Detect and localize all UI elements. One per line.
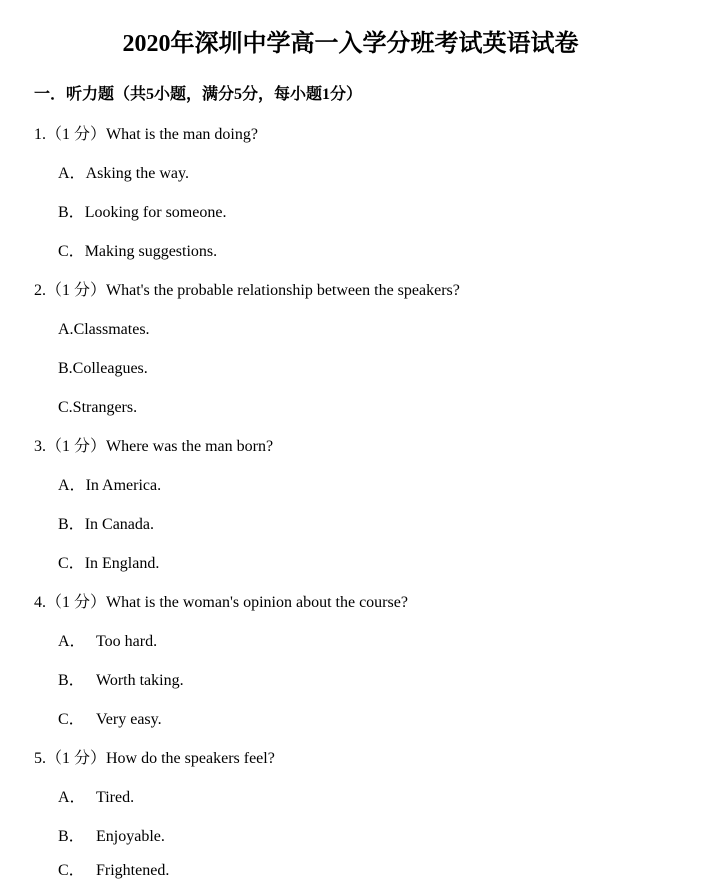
- question-5-option-b: [58, 826, 165, 848]
- option-letter: B．: [58, 204, 85, 221]
- option-letter: C．: [58, 555, 85, 572]
- option-letter: A．: [58, 165, 86, 182]
- option-text: Asking the way.: [85, 165, 189, 182]
- option-letter: B．: [58, 672, 85, 689]
- option-text: Colleagues.: [72, 360, 148, 377]
- section-heading-listening: 一．听力题（共5小题，满分5分，每小题1分）: [34, 86, 363, 103]
- question-2-stem: 2.（1 分）What's the probable relationship between the speakers?: [34, 282, 460, 299]
- question-4-stem: 4.（1 分）What is the woman's opinion about the course?: [34, 594, 408, 611]
- question-3-option-b: [58, 514, 154, 536]
- option-letter: C．: [58, 711, 85, 728]
- question-3-option-a: [58, 475, 161, 497]
- question-5-option-c: [58, 860, 169, 882]
- option-letter: C.: [58, 399, 73, 416]
- option-text: Frightened.: [96, 862, 170, 879]
- question-1-option-b: [58, 202, 226, 224]
- option-letter: B．: [58, 828, 85, 845]
- option-letter: B．: [58, 516, 85, 533]
- option-text: Too hard.: [96, 633, 158, 650]
- option-letter: B.: [58, 360, 73, 377]
- question-1-option-a: [58, 163, 189, 185]
- option-text: Making suggestions.: [84, 243, 218, 260]
- question-4-option-c: [58, 709, 162, 731]
- option-letter: C．: [58, 862, 85, 879]
- question-4-option-a: [58, 631, 157, 653]
- question-3-stem: 3.（1 分）Where was the man born?: [34, 438, 274, 455]
- option-letter: A.: [58, 321, 74, 338]
- question-2-option-b: [58, 358, 148, 380]
- question-1-stem: 1.（1 分）What is the man doing?: [34, 126, 258, 143]
- question-2-option-a: [58, 319, 150, 341]
- option-letter: C．: [58, 243, 85, 260]
- option-letter: A．: [58, 477, 86, 494]
- option-text: Tired.: [96, 789, 135, 806]
- option-text: Looking for someone.: [84, 204, 227, 221]
- option-text: Classmates.: [73, 321, 150, 338]
- option-text: In America.: [85, 477, 162, 494]
- exam-title: 2020年深圳中学高一入学分班考试英语试卷: [122, 31, 579, 57]
- question-1-option-c: [58, 241, 217, 263]
- option-text: Worth taking.: [96, 672, 184, 689]
- question-2-option-c: [58, 397, 137, 419]
- option-text: In England.: [84, 555, 160, 572]
- question-5-option-a: [58, 787, 134, 809]
- question-4-option-b: [58, 670, 184, 692]
- option-letter: A．: [58, 633, 86, 650]
- option-text: Very easy.: [96, 711, 162, 728]
- option-text: In Canada.: [84, 516, 154, 533]
- option-text: Enjoyable.: [96, 828, 165, 845]
- question-5-stem: 5.（1 分）How do the speakers feel?: [34, 750, 275, 767]
- option-text: Strangers.: [72, 399, 138, 416]
- question-3-option-c: [58, 553, 159, 575]
- option-letter: A．: [58, 789, 86, 806]
